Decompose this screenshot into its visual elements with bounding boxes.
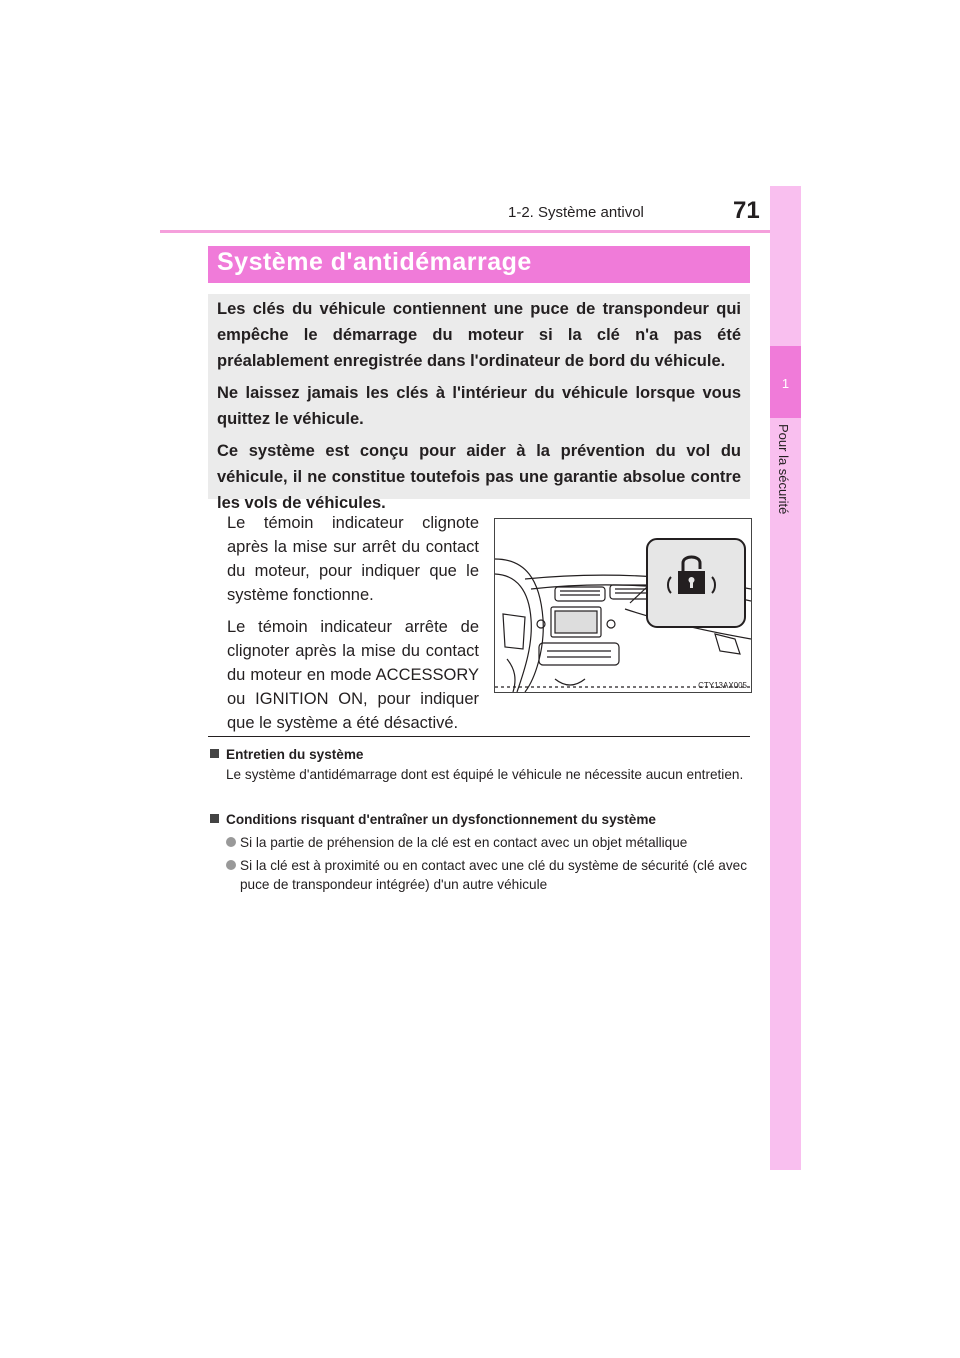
intro-paragraph: Ce système est conçu pour aider à la prévention du vol du véhicule, il ne constitue toutefois pas une garantie absolue contre les vols de véhicules. — [217, 442, 741, 512]
note-heading — [210, 810, 750, 829]
intro-text — [217, 296, 741, 522]
list-item-text: Si la partie de préhension de la clé est en contact avec un objet métallique — [240, 835, 688, 850]
note-conditions — [210, 810, 750, 894]
chapter-label: Pour la sécurité — [776, 424, 791, 515]
chapter-number: 1 — [781, 376, 790, 391]
circle-bullet-icon — [226, 860, 236, 870]
body-text — [227, 511, 479, 743]
list-item — [210, 833, 750, 852]
chapter-side-tab — [770, 186, 801, 1170]
body-paragraph: Le témoin indicateur clignote après la mise sur arrêt du contact du moteur, pour indiquer que le système fonctionne. — [227, 514, 479, 604]
page-title: Système d'antidémarrage — [217, 248, 532, 276]
note-heading-text: Entretien du système — [226, 747, 364, 762]
dashboard-drawing — [495, 519, 751, 692]
page-number: 71 — [733, 197, 760, 224]
section-divider — [208, 736, 750, 737]
figure-code: CTY13AX005 — [698, 681, 747, 690]
body-paragraph: Le témoin indicateur arrête de clignoter après la mise du contact du moteur en mode ACCESSORY ou IGNITION ON, pour indiquer que le système a été désactivé. — [227, 618, 479, 732]
note-maintenance — [210, 745, 750, 784]
note-body: Le système d'antidémarrage dont est équipé le véhicule ne nécessite aucun entretien. — [226, 767, 744, 782]
circle-bullet-icon — [226, 837, 236, 847]
square-bullet-icon — [210, 749, 219, 758]
intro-paragraph: Les clés du véhicule contiennent une puce de transpondeur qui empêche le démarrage du moteur si la clé n'a pas été préalablement enregistrée dans l'ordinateur de bord du véhicule. — [217, 300, 741, 370]
square-bullet-icon — [210, 814, 219, 823]
header-divider — [160, 230, 800, 233]
list-item — [210, 856, 750, 894]
note-heading — [210, 745, 750, 764]
list-item-text: Si la clé est à proximité ou en contact avec une clé du système de sécurité (clé avec puce de transpondeur intégrée) d'un autre véhicule — [240, 858, 747, 892]
note-heading-text: Conditions risquant d'entraîner un dysfonctionnement du système — [226, 812, 656, 827]
intro-paragraph: Ne laissez jamais les clés à l'intérieur du véhicule lorsque vous quittez le véhicule. — [217, 384, 741, 428]
dashboard-illustration — [494, 518, 752, 693]
header-section-title: 1-2. Système antivol — [508, 204, 644, 221]
